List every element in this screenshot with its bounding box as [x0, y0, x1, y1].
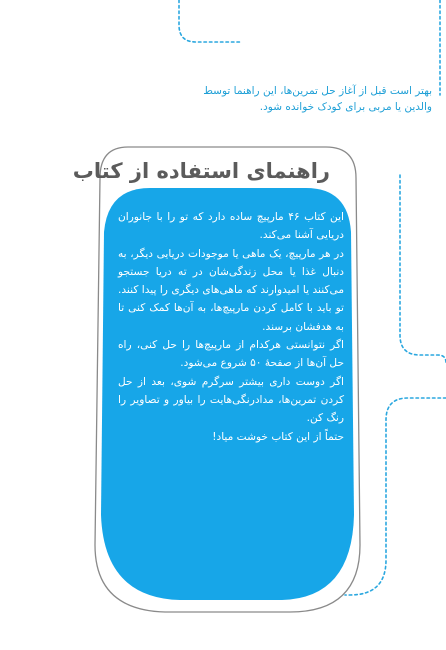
parents-note: بهتر است قبل از آغاز حل تمرین‌ها، این راهنما توسط والدین یا مربی برای کودک خوانده شود. [203, 85, 432, 113]
guide-paragraph: اگر نتوانستی هرکدام از مارپیچ‌ها را حل کنی، راه حل آن‌ها از صفحهٔ ۵۰ شروع می‌شود. [118, 339, 344, 370]
guide-paragraph: حتماً از این کتاب خوشت میاد! [212, 430, 344, 443]
card-title: راهنمای استفاده از کتاب [72, 159, 330, 183]
dotted-path-bottom [345, 398, 446, 595]
guide-paragraph: اگر دوست داری بیشتر سرگرم شوی، بعد از حل کردن تمرین‌ها، مدادرنگی‌هایت را بیاور و تصاویر را رنگ کن. [118, 375, 344, 425]
guide-text [118, 208, 344, 446]
dotted-line-top [179, 0, 240, 42]
guide-paragraph: در هر مارپیچ، یک ماهی یا موجودات دریایی دیگر، به دنبال غذا یا محل زندگی‌شان در ته دریا جستجو می‌کنند یا امیدوارند که ماهی‌های دیگری را پیدا کنند. تو باید با کامل کردن مارپیچ‌ها، به آن‌ها کمک کنی تا به هدفشان برسند. [118, 247, 344, 333]
dotted-path-right-lower [400, 175, 446, 363]
guide-paragraph: این کتاب ۴۶ مارپیچ ساده دارد که تو را با جانوران دریایی آشنا می‌کند. [118, 211, 344, 242]
